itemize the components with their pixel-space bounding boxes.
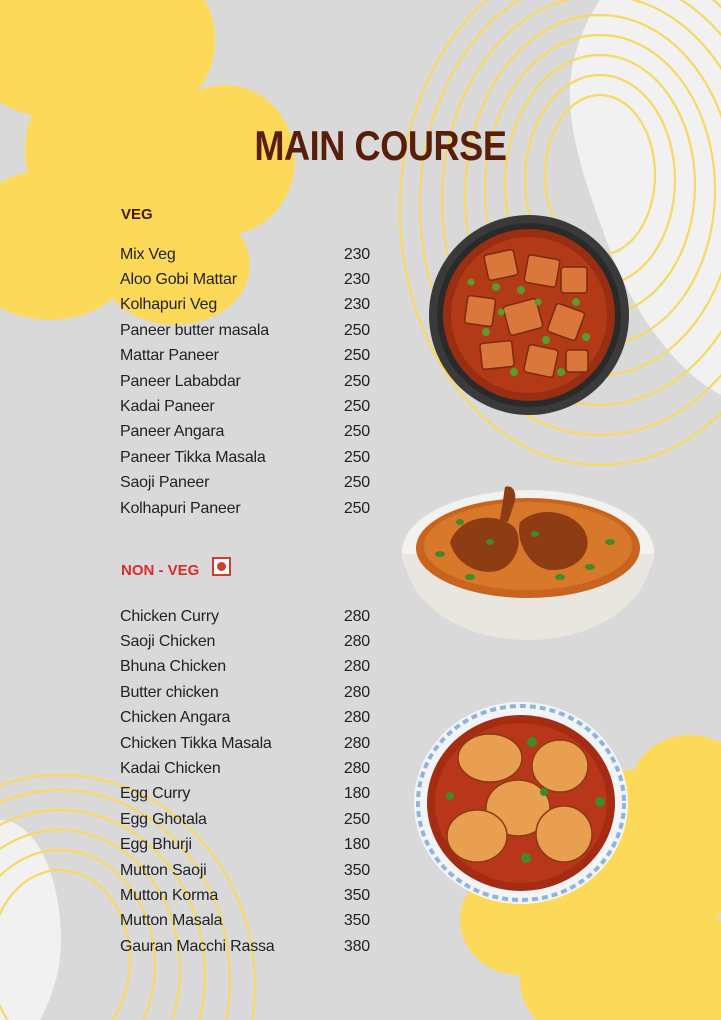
item-price: 380: [343, 937, 370, 955]
item-name: Chicken Curry: [120, 607, 219, 625]
item-price: 250: [343, 347, 370, 365]
item-price: 250: [343, 474, 370, 492]
list-item: [120, 756, 370, 781]
list-item: [120, 420, 370, 445]
item-price: 350: [343, 861, 370, 879]
nonveg-menu-list: [120, 604, 370, 959]
list-item: [120, 293, 370, 318]
item-name: Paneer Tikka Masala: [120, 448, 266, 466]
list-item: [120, 471, 370, 496]
item-price: 280: [343, 658, 370, 676]
item-name: Kadai Chicken: [120, 760, 221, 778]
item-price: 280: [343, 760, 370, 778]
list-item: [120, 629, 370, 654]
egg-curry-image: [412, 700, 630, 906]
item-name: Butter chicken: [120, 683, 219, 701]
item-price: 250: [343, 448, 370, 466]
item-name: Egg Bhurji: [120, 836, 192, 854]
list-item: [120, 807, 370, 832]
list-item: [120, 883, 370, 908]
list-item: [120, 369, 370, 394]
list-item: [120, 706, 370, 731]
list-item: [120, 655, 370, 680]
list-item: [120, 604, 370, 629]
list-item: [120, 858, 370, 883]
list-item: [120, 394, 370, 419]
item-name: Saoji Paneer: [120, 474, 210, 492]
list-item: [120, 445, 370, 470]
veg-heading: VEG: [121, 206, 153, 223]
item-price: 280: [343, 683, 370, 701]
item-name: Mattar Paneer: [120, 347, 219, 365]
item-price: 280: [343, 709, 370, 727]
list-item: [120, 680, 370, 705]
list-item: [120, 242, 370, 267]
page-title: MAIN COURSE: [254, 122, 507, 169]
item-price: 250: [343, 398, 370, 416]
item-price: 250: [343, 423, 370, 441]
list-item: [120, 496, 370, 521]
paneer-curry-image: [426, 212, 632, 418]
item-name: Mutton Masala: [120, 912, 223, 930]
list-item: [120, 782, 370, 807]
item-name: Kolhapuri Veg: [120, 296, 218, 314]
item-price: 250: [343, 810, 370, 828]
item-price: 180: [343, 836, 370, 854]
list-item: [120, 731, 370, 756]
item-name: Paneer butter masala: [120, 321, 269, 339]
item-name: Paneer Angara: [120, 423, 225, 441]
item-name: Chicken Angara: [120, 709, 231, 727]
list-item: [120, 267, 370, 292]
item-name: Aloo Gobi Mattar: [120, 271, 237, 289]
list-item: [120, 934, 370, 959]
list-item: [120, 833, 370, 858]
item-price: 250: [343, 372, 370, 390]
item-name: Kolhapuri Paneer: [120, 499, 241, 517]
list-item: [120, 344, 370, 369]
item-name: Bhuna Chicken: [120, 658, 226, 676]
list-item: [120, 318, 370, 343]
nonveg-symbol-icon: [212, 557, 231, 576]
item-price: 250: [343, 321, 370, 339]
item-price: 180: [343, 785, 370, 803]
item-name: Egg Curry: [120, 785, 191, 803]
item-price: 230: [343, 296, 370, 314]
item-name: Saoji Chicken: [120, 633, 216, 651]
item-price: 350: [343, 912, 370, 930]
item-price: 280: [343, 734, 370, 752]
item-name: Paneer Lababdar: [120, 372, 241, 390]
item-name: Egg Ghotala: [120, 810, 207, 828]
veg-menu-list: [120, 242, 370, 521]
item-price: 280: [343, 633, 370, 651]
item-price: 230: [343, 245, 370, 263]
chicken-curry-image: [400, 482, 656, 642]
item-price: 230: [343, 271, 370, 289]
item-price: 280: [343, 607, 370, 625]
item-price: 350: [343, 886, 370, 904]
item-name: Mutton Saoji: [120, 861, 207, 879]
item-name: Mutton Korma: [120, 886, 219, 904]
nonveg-heading: NON - VEG: [121, 562, 200, 579]
item-name: Gauran Macchi Rassa: [120, 937, 275, 955]
item-price: 250: [343, 499, 370, 517]
list-item: [120, 909, 370, 934]
item-name: Kadai Paneer: [120, 398, 215, 416]
item-name: Mix Veg: [120, 245, 176, 263]
item-name: Chicken Tikka Masala: [120, 734, 272, 752]
